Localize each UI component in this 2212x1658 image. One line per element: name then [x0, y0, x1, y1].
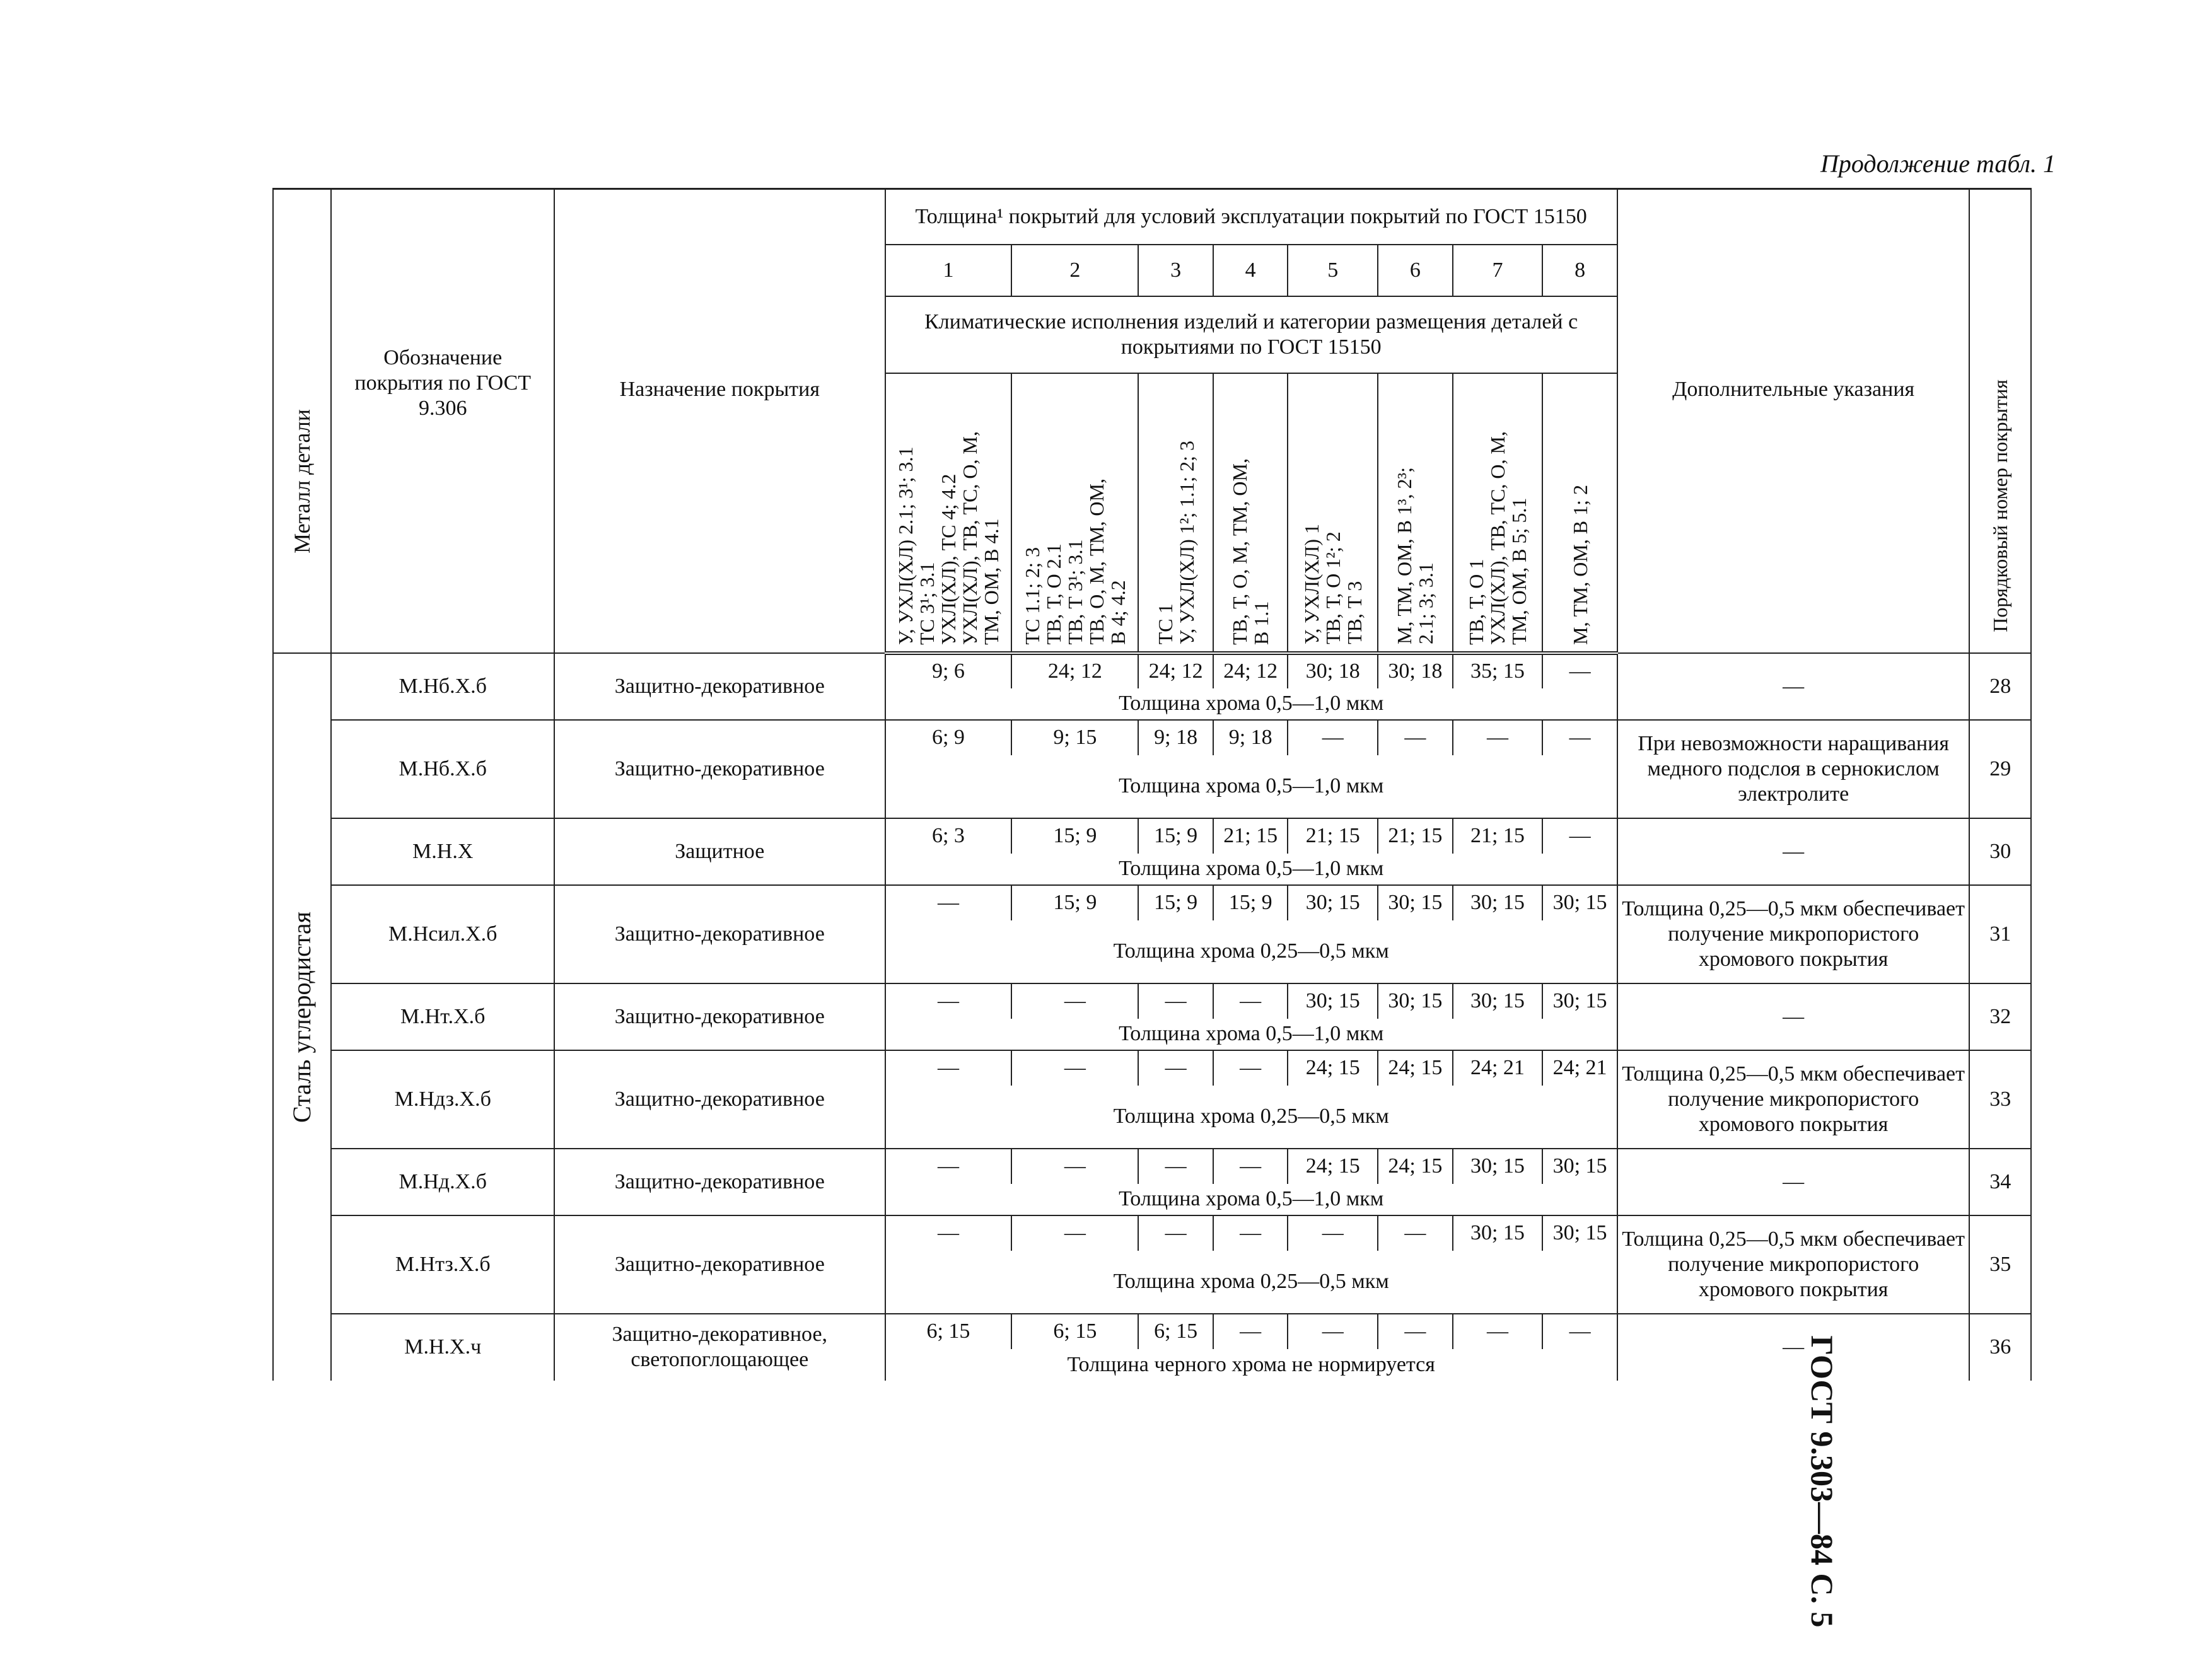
- thickness-value-condition-7: 24; 21: [1453, 1050, 1543, 1086]
- thickness-value-condition-5: 24; 15: [1288, 1050, 1378, 1086]
- table-row: [273, 1149, 2031, 1184]
- coating-order-number: 33: [1969, 1050, 2031, 1149]
- thickness-value-condition-2: —: [1011, 983, 1138, 1019]
- coating-designation: М.Н.Х: [331, 818, 554, 885]
- thickness-value-condition-1: 6; 3: [885, 818, 1012, 854]
- table-row: [273, 1050, 2031, 1086]
- chrome-thickness-note: Толщина черного хрома не нормируется: [885, 1349, 1617, 1381]
- thickness-value-condition-7: 30; 15: [1453, 983, 1543, 1019]
- header-notes: Дополнительные указания: [1617, 189, 1970, 653]
- coating-purpose: Защитно-декоративное: [554, 885, 885, 983]
- condition-2: 2: [1011, 245, 1138, 296]
- coating-table: [272, 188, 2032, 1381]
- thickness-value-condition-8: 30; 15: [1542, 1149, 1617, 1184]
- thickness-value-condition-1: —: [885, 983, 1012, 1019]
- thickness-value-condition-4: 21; 15: [1213, 818, 1288, 854]
- climate-code-5: У, УХЛ(ХЛ) 1 ТВ, Т, О 1²; 2 ТВ, Т 3: [1288, 373, 1378, 653]
- header-thickness-title: Толщина¹ покрытий для условий эксплуатации покрытий по ГОСТ 15150: [885, 189, 1617, 245]
- coating-order-number: 29: [1969, 720, 2031, 818]
- additional-notes: Толщина 0,25—0,5 мкм обеспечивает получение микропористого хромового покрытия: [1617, 1215, 1970, 1314]
- coating-designation: М.Нт.Х.б: [331, 983, 554, 1050]
- climate-code-4: ТВ, Т, О, М, ТМ, ОМ, В 1.1: [1213, 373, 1288, 653]
- table-row: [273, 983, 2031, 1019]
- thickness-value-condition-1: —: [885, 1050, 1012, 1086]
- table-row: [273, 885, 2031, 920]
- coating-order-number: 30: [1969, 818, 2031, 885]
- thickness-value-condition-2: 15; 9: [1011, 885, 1138, 920]
- thickness-value-condition-7: 30; 15: [1453, 1149, 1543, 1184]
- thickness-value-condition-6: 30; 15: [1378, 983, 1453, 1019]
- header-climate-title: Климатические исполнения изделий и категории размещения деталей с покрытиями по ГОСТ 15150: [885, 296, 1617, 373]
- thickness-value-condition-4: 15; 9: [1213, 885, 1288, 920]
- condition-1: 1: [885, 245, 1012, 296]
- coating-designation: М.Ндз.Х.б: [331, 1050, 554, 1149]
- additional-notes: —: [1617, 1314, 1970, 1381]
- thickness-value-condition-3: —: [1138, 1215, 1213, 1251]
- coating-designation: М.Н.Х.ч: [331, 1314, 554, 1381]
- thickness-value-condition-8: 24; 21: [1542, 1050, 1617, 1086]
- thickness-value-condition-5: —: [1288, 1215, 1378, 1251]
- thickness-value-condition-1: 6; 9: [885, 720, 1012, 755]
- thickness-value-condition-4: —: [1213, 1050, 1288, 1086]
- coating-designation: М.Нб.Х.б: [331, 653, 554, 720]
- coating-purpose: Защитно-декоративное, светопоглощающее: [554, 1314, 885, 1381]
- thickness-value-condition-8: 30; 15: [1542, 1215, 1617, 1251]
- table-body: [273, 653, 2031, 1381]
- condition-6: 6: [1378, 245, 1453, 296]
- thickness-value-condition-6: —: [1378, 1215, 1453, 1251]
- climate-code-8: М, ТМ, ОМ, В 1; 2: [1542, 373, 1617, 653]
- table-row: [273, 653, 2031, 688]
- thickness-value-condition-7: 30; 15: [1453, 1215, 1543, 1251]
- thickness-value-condition-4: 24; 12: [1213, 653, 1288, 688]
- climate-code-7: ТВ, Т, О 1 УХЛ(ХЛ), ТВ, ТС, О, М, ТМ, ОМ, В 5; 5.1: [1453, 373, 1543, 653]
- additional-notes: При невозможности наращивания медного подслоя в сернокислом электролите: [1617, 720, 1970, 818]
- climate-code-2: ТС 1.1; 2; 3 ТВ, Т, О 2.1 ТВ, Т 3¹; 3.1 ТВ, О, М, ТМ, ОМ, В 4; 4.2: [1011, 373, 1138, 653]
- chrome-thickness-note: Толщина хрома 0,25—0,5 мкм: [885, 1086, 1617, 1149]
- coating-purpose: Защитно-декоративное: [554, 1215, 885, 1314]
- condition-3: 3: [1138, 245, 1213, 296]
- standard-page-label: ГОСТ 9.303—84 С. 5: [1805, 1335, 1840, 1628]
- thickness-value-condition-7: —: [1453, 720, 1543, 755]
- thickness-value-condition-1: 6; 15: [885, 1314, 1012, 1349]
- thickness-value-condition-5: 30; 18: [1288, 653, 1378, 688]
- thickness-value-condition-5: 24; 15: [1288, 1149, 1378, 1184]
- thickness-value-condition-8: —: [1542, 653, 1617, 688]
- thickness-value-condition-7: 21; 15: [1453, 818, 1543, 854]
- coating-order-number: 34: [1969, 1149, 2031, 1215]
- chrome-thickness-note: Толщина хрома 0,5—1,0 мкм: [885, 755, 1617, 818]
- coating-purpose: Защитно-декоративное: [554, 720, 885, 818]
- climate-code-3: ТС 1 У, УХЛ(ХЛ) 1²; 1.1; 2; 3: [1138, 373, 1213, 653]
- coating-purpose: Защитно-декоративное: [554, 1050, 885, 1149]
- climate-code-1: У, УХЛ(ХЛ) 2.1; 3¹; 3.1 ТС 3¹; 3.1 УХЛ(ХЛ), ТС 4; 4.2 УХЛ(ХЛ), ТВ, ТС, О, М, ТМ, ОМ, В 4.1: [885, 373, 1012, 653]
- thickness-value-condition-2: 9; 15: [1011, 720, 1138, 755]
- additional-notes: Толщина 0,25—0,5 мкм обеспечивает получение микропористого хромового покрытия: [1617, 885, 1970, 983]
- thickness-value-condition-8: —: [1542, 818, 1617, 854]
- chrome-thickness-note: Толщина хрома 0,25—0,5 мкм: [885, 920, 1617, 983]
- table-row: [273, 1215, 2031, 1251]
- header-metal: Металл детали: [273, 189, 331, 653]
- thickness-value-condition-1: —: [885, 885, 1012, 920]
- thickness-value-condition-3: 6; 15: [1138, 1314, 1213, 1349]
- additional-notes: —: [1617, 818, 1970, 885]
- thickness-value-condition-6: 24; 15: [1378, 1050, 1453, 1086]
- thickness-value-condition-3: —: [1138, 983, 1213, 1019]
- coating-designation: М.Нсил.Х.б: [331, 885, 554, 983]
- additional-notes: —: [1617, 1149, 1970, 1215]
- coating-order-number: 35: [1969, 1215, 2031, 1314]
- header-order-number: Порядковый номер покрытия: [1969, 189, 2031, 653]
- coating-order-number: 36: [1969, 1314, 2031, 1381]
- table-row: [273, 1314, 2031, 1349]
- thickness-value-condition-5: 30; 15: [1288, 983, 1378, 1019]
- condition-5: 5: [1288, 245, 1378, 296]
- metal-group-cell: [273, 653, 331, 1381]
- thickness-value-condition-2: 6; 15: [1011, 1314, 1138, 1349]
- chrome-thickness-note: Толщина хрома 0,5—1,0 мкм: [885, 1019, 1617, 1050]
- coating-order-number: 28: [1969, 653, 2031, 720]
- thickness-value-condition-3: 15; 9: [1138, 885, 1213, 920]
- chrome-thickness-note: Толщина хрома 0,25—0,5 мкм: [885, 1251, 1617, 1314]
- coating-purpose: Защитное: [554, 818, 885, 885]
- thickness-value-condition-8: —: [1542, 720, 1617, 755]
- chrome-thickness-note: Толщина хрома 0,5—1,0 мкм: [885, 1184, 1617, 1215]
- additional-notes: —: [1617, 653, 1970, 720]
- thickness-value-condition-6: 24; 15: [1378, 1149, 1453, 1184]
- thickness-value-condition-4: —: [1213, 1314, 1288, 1349]
- thickness-value-condition-6: 30; 15: [1378, 885, 1453, 920]
- thickness-value-condition-3: 9; 18: [1138, 720, 1213, 755]
- thickness-value-condition-5: —: [1288, 1314, 1378, 1349]
- coating-designation: М.Нтз.Х.б: [331, 1215, 554, 1314]
- thickness-value-condition-6: 30; 18: [1378, 653, 1453, 688]
- thickness-value-condition-6: —: [1378, 1314, 1453, 1349]
- thickness-value-condition-5: 21; 15: [1288, 818, 1378, 854]
- thickness-value-condition-4: —: [1213, 983, 1288, 1019]
- thickness-value-condition-4: —: [1213, 1215, 1288, 1251]
- thickness-value-condition-1: 9; 6: [885, 653, 1012, 688]
- thickness-value-condition-2: —: [1011, 1149, 1138, 1184]
- additional-notes: Толщина 0,25—0,5 мкм обеспечивает получение микропористого хромового покрытия: [1617, 1050, 1970, 1149]
- coating-designation: М.Нб.Х.б: [331, 720, 554, 818]
- thickness-value-condition-1: —: [885, 1215, 1012, 1251]
- chrome-thickness-note: Толщина хрома 0,5—1,0 мкм: [885, 688, 1617, 720]
- header-purpose: Назначение покрытия: [554, 189, 885, 653]
- thickness-value-condition-3: 24; 12: [1138, 653, 1213, 688]
- coating-purpose: Защитно-декоративное: [554, 1149, 885, 1215]
- thickness-value-condition-7: 30; 15: [1453, 885, 1543, 920]
- thickness-value-condition-5: —: [1288, 720, 1378, 755]
- condition-4: 4: [1213, 245, 1288, 296]
- thickness-value-condition-2: 24; 12: [1011, 653, 1138, 688]
- coating-order-number: 32: [1969, 983, 2031, 1050]
- thickness-value-condition-6: 21; 15: [1378, 818, 1453, 854]
- thickness-value-condition-8: —: [1542, 1314, 1617, 1349]
- thickness-value-condition-7: —: [1453, 1314, 1543, 1349]
- thickness-value-condition-7: 35; 15: [1453, 653, 1543, 688]
- thickness-value-condition-4: 9; 18: [1213, 720, 1288, 755]
- thickness-value-condition-8: 30; 15: [1542, 885, 1617, 920]
- condition-8: 8: [1542, 245, 1617, 296]
- thickness-value-condition-3: —: [1138, 1149, 1213, 1184]
- thickness-value-condition-1: —: [885, 1149, 1012, 1184]
- coating-order-number: 31: [1969, 885, 2031, 983]
- table-row: [273, 720, 2031, 755]
- table-header: [273, 189, 2031, 653]
- coating-purpose: Защитно-декоративное: [554, 983, 885, 1050]
- header-designation: Обозначение покрытия по ГОСТ 9.306: [331, 189, 554, 653]
- additional-notes: —: [1617, 983, 1970, 1050]
- coating-designation: М.Нд.Х.б: [331, 1149, 554, 1215]
- coating-purpose: Защитно-декоративное: [554, 653, 885, 720]
- thickness-value-condition-5: 30; 15: [1288, 885, 1378, 920]
- chrome-thickness-note: Толщина хрома 0,5—1,0 мкм: [885, 854, 1617, 885]
- thickness-value-condition-6: —: [1378, 720, 1453, 755]
- thickness-value-condition-4: —: [1213, 1149, 1288, 1184]
- metal-group-label: Сталь углеродистая: [288, 911, 317, 1123]
- thickness-value-condition-2: —: [1011, 1050, 1138, 1086]
- thickness-value-condition-2: 15; 9: [1011, 818, 1138, 854]
- table-row: [273, 818, 2031, 854]
- climate-code-6: М, ТМ, ОМ, В 1³, 2³; 2.1; 3; 3.1: [1378, 373, 1453, 653]
- table-continuation-caption: Продолжение табл. 1: [1820, 149, 2056, 178]
- condition-7: 7: [1453, 245, 1543, 296]
- thickness-value-condition-3: —: [1138, 1050, 1213, 1086]
- thickness-value-condition-8: 30; 15: [1542, 983, 1617, 1019]
- thickness-value-condition-2: —: [1011, 1215, 1138, 1251]
- thickness-value-condition-3: 15; 9: [1138, 818, 1213, 854]
